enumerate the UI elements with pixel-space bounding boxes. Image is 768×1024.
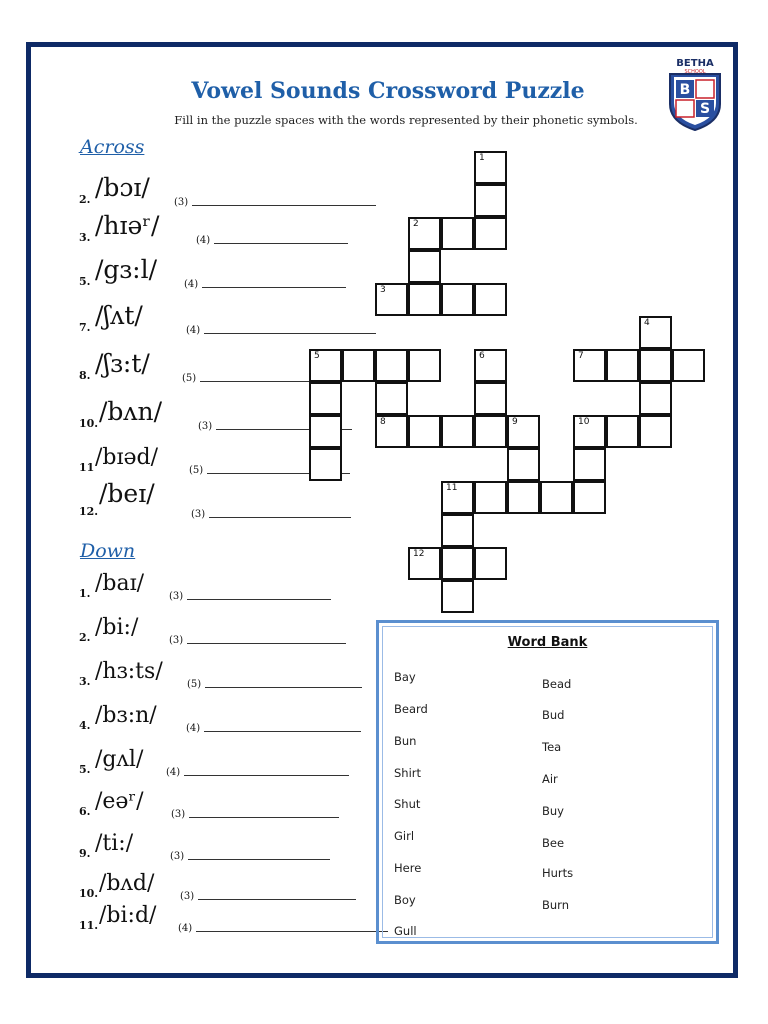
crossword-cell[interactable]: [309, 448, 342, 481]
word-bank-item: Bun: [394, 734, 417, 748]
crossword-cell[interactable]: [441, 283, 474, 316]
answer-line[interactable]: [187, 599, 331, 600]
crossword-cell[interactable]: [474, 283, 507, 316]
crossword-cell[interactable]: [573, 349, 606, 382]
word-bank-item: Here: [394, 861, 422, 875]
cell-number: 12: [413, 549, 425, 559]
crossword-cell[interactable]: [639, 415, 672, 448]
answer-line[interactable]: [184, 775, 349, 776]
cell-number: 2: [413, 219, 419, 229]
crossword-cell[interactable]: [441, 580, 474, 613]
word-bank-title: Word Bank: [507, 635, 588, 650]
word-bank: [376, 620, 719, 944]
crossword-cell[interactable]: [474, 547, 507, 580]
answer-line[interactable]: [202, 287, 346, 288]
word-bank-item: Bay: [394, 670, 416, 684]
word-bank-item: Air: [542, 772, 558, 786]
crossword-cell[interactable]: [474, 184, 507, 217]
crossword-cell[interactable]: [507, 448, 540, 481]
answer-line[interactable]: [188, 859, 330, 860]
crossword-cell[interactable]: [309, 349, 342, 382]
crossword-cell[interactable]: [639, 316, 672, 349]
crossword-cell[interactable]: [441, 217, 474, 250]
crossword-cell[interactable]: [408, 349, 441, 382]
crossword-cell[interactable]: [540, 481, 573, 514]
word-bank-item: Gull: [394, 924, 417, 938]
word-bank-item: Shut: [394, 797, 421, 811]
crossword-cell[interactable]: [375, 382, 408, 415]
crossword-cell[interactable]: [474, 481, 507, 514]
crossword-cell[interactable]: [441, 481, 474, 514]
cell-number: 10: [578, 417, 590, 427]
crossword-cell[interactable]: [408, 415, 441, 448]
crossword-cell[interactable]: [408, 217, 441, 250]
answer-line[interactable]: [187, 643, 346, 644]
cell-number: 6: [479, 351, 485, 361]
word-bank-item: Bud: [542, 708, 565, 722]
down-heading: Down: [80, 540, 136, 562]
crossword-cell[interactable]: [606, 349, 639, 382]
crossword-cell[interactable]: [342, 349, 375, 382]
word-bank-item: Bead: [542, 677, 572, 691]
crossword-cell[interactable]: [573, 415, 606, 448]
crossword-cell[interactable]: [474, 151, 507, 184]
cell-number: 8: [380, 417, 386, 427]
school-logo: [662, 52, 728, 132]
crossword-cell[interactable]: [375, 349, 408, 382]
instructions: Fill in the puzzle spaces with the words represented by their phonetic symbols.: [174, 113, 638, 127]
word-bank-item: Burn: [542, 898, 569, 912]
crossword-cell[interactable]: [309, 415, 342, 448]
crossword-cell[interactable]: [672, 349, 705, 382]
crossword-cell[interactable]: [639, 349, 672, 382]
answer-line[interactable]: [192, 205, 376, 206]
answer-line[interactable]: [189, 817, 339, 818]
crossword-cell[interactable]: [507, 415, 540, 448]
word-bank-item: Bee: [542, 836, 565, 850]
word-bank-item: Buy: [542, 804, 564, 818]
word-bank-item: Boy: [394, 893, 416, 907]
crossword-cell[interactable]: [408, 250, 441, 283]
crossword-cell[interactable]: [573, 481, 606, 514]
svg-text:B: B: [679, 82, 691, 98]
svg-text:BETHA: BETHA: [676, 58, 714, 69]
crossword-cell[interactable]: [606, 415, 639, 448]
cell-number: 9: [512, 417, 518, 427]
crossword-cell[interactable]: [474, 217, 507, 250]
answer-line[interactable]: [204, 731, 361, 732]
crossword-cell[interactable]: [573, 448, 606, 481]
word-bank-item: Girl: [394, 829, 415, 843]
crossword-cell[interactable]: [474, 415, 507, 448]
crossword-cell[interactable]: [408, 283, 441, 316]
answer-line[interactable]: [196, 931, 388, 932]
cell-number: 7: [578, 351, 584, 361]
cell-number: 5: [314, 351, 320, 361]
answer-line[interactable]: [198, 899, 356, 900]
page-title: Vowel Sounds Crossword Puzzle: [191, 78, 585, 104]
answer-line[interactable]: [214, 243, 348, 244]
svg-text:SCHOOL: SCHOOL: [684, 69, 706, 75]
cell-number: 1: [479, 153, 485, 163]
crossword-cell[interactable]: [507, 481, 540, 514]
crossword-cell[interactable]: [474, 382, 507, 415]
answer-line[interactable]: [204, 333, 376, 334]
crossword-cell[interactable]: [639, 382, 672, 415]
cell-number: 3: [380, 285, 386, 295]
word-bank-item: Tea: [542, 740, 562, 754]
crossword-cell[interactable]: [441, 514, 474, 547]
word-bank-item: Beard: [394, 702, 428, 716]
across-heading: Across: [80, 136, 145, 158]
word-bank-item: Shirt: [394, 766, 422, 780]
crossword-cell[interactable]: [441, 415, 474, 448]
crossword-cell[interactable]: [309, 382, 342, 415]
word-bank-item: Hurts: [542, 866, 574, 880]
svg-text:S: S: [699, 101, 711, 117]
crossword-cell[interactable]: [375, 283, 408, 316]
crossword-cell[interactable]: [441, 547, 474, 580]
answer-line[interactable]: [209, 517, 351, 518]
cell-number: 11: [446, 483, 458, 493]
crossword-cell[interactable]: [375, 415, 408, 448]
crossword-cell[interactable]: [408, 547, 441, 580]
crossword-cell[interactable]: [474, 349, 507, 382]
answer-line[interactable]: [205, 687, 362, 688]
cell-number: 4: [644, 318, 650, 328]
